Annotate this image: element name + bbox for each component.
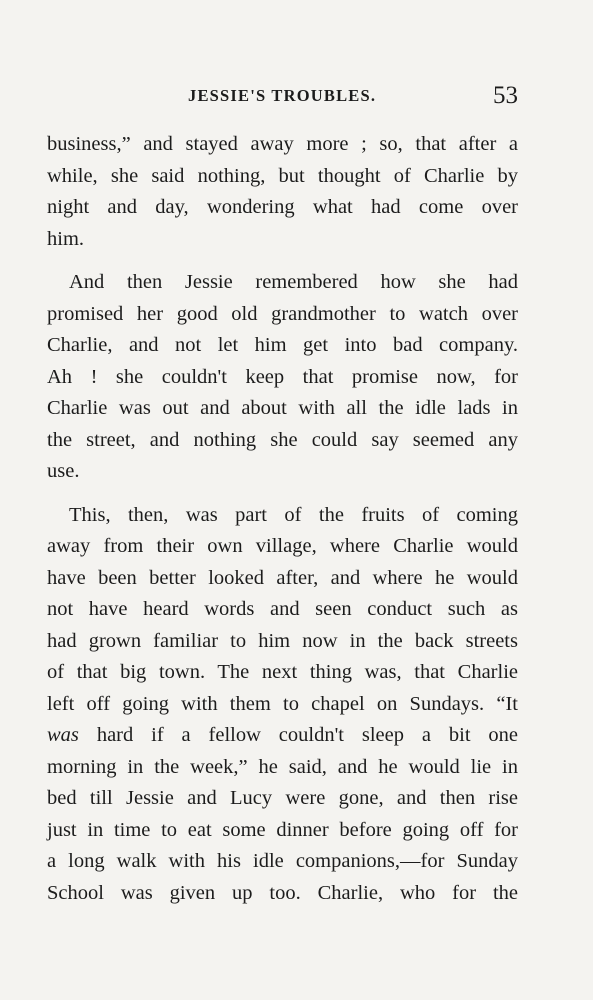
chapter-title: JESSIE'S TROUBLES. bbox=[188, 86, 377, 105]
running-head bbox=[48, 84, 518, 114]
text-line: Charlie, and not let him get into bad company. bbox=[47, 334, 518, 356]
text-line-rest: hard if a fellow couldn't sleep a bit one bbox=[96, 724, 519, 746]
text-line: the street, and nothing she could say seemed any bbox=[47, 428, 518, 451]
text-line: while, she said nothing, but thought of Charlie by bbox=[47, 164, 518, 187]
page-number: 53 bbox=[493, 82, 518, 109]
text-line: a long walk with his idle companions,—for Sunday bbox=[47, 850, 518, 872]
text-line: business,” and stayed away more ; so, that after a bbox=[47, 133, 518, 155]
text-line: just in time to eat some dinner before going off for bbox=[47, 818, 518, 841]
text-line: bed till Jessie and Lucy were gone, and then rise bbox=[47, 787, 518, 809]
body-text bbox=[47, 129, 518, 909]
paragraph-gap bbox=[47, 488, 518, 500]
text-line: use. bbox=[47, 460, 80, 482]
text-line: not have heard words and seen conduct such as bbox=[47, 598, 518, 620]
text-line: Ah ! she couldn't keep that promise now, for bbox=[47, 365, 518, 388]
paragraph-1 bbox=[47, 129, 518, 255]
text-line: Charlie was out and about with all the idle lads in bbox=[47, 397, 518, 419]
text-line: promised her good old grandmother to watch over bbox=[47, 302, 518, 325]
text-line: morning in the week,” he said, and he would lie in bbox=[47, 755, 518, 778]
text-line: School was given up too. Charlie, who for the bbox=[47, 881, 518, 904]
text-line: This, then, was part of the fruits of coming bbox=[69, 503, 518, 526]
text-line: had grown familiar to him now in the back streets bbox=[47, 629, 518, 652]
text-line: night and day, wondering what had come over bbox=[47, 196, 518, 218]
emphasized-word: was bbox=[47, 724, 79, 746]
text-line: And then Jessie remembered how she had bbox=[69, 271, 518, 293]
paragraph-2 bbox=[47, 267, 518, 488]
text-line: him. bbox=[47, 227, 85, 250]
text-line: away from their own village, where Charlie would bbox=[47, 535, 518, 557]
text-line: of that big town. The next thing was, that Charlie bbox=[47, 661, 518, 683]
text-line: left off going with them to chapel on Sundays. “It bbox=[47, 692, 518, 715]
paragraph-gap bbox=[47, 255, 518, 267]
text-line bbox=[47, 720, 518, 752]
text-line: have been better looked after, and where he would bbox=[47, 566, 518, 589]
paragraph-3 bbox=[47, 500, 518, 910]
